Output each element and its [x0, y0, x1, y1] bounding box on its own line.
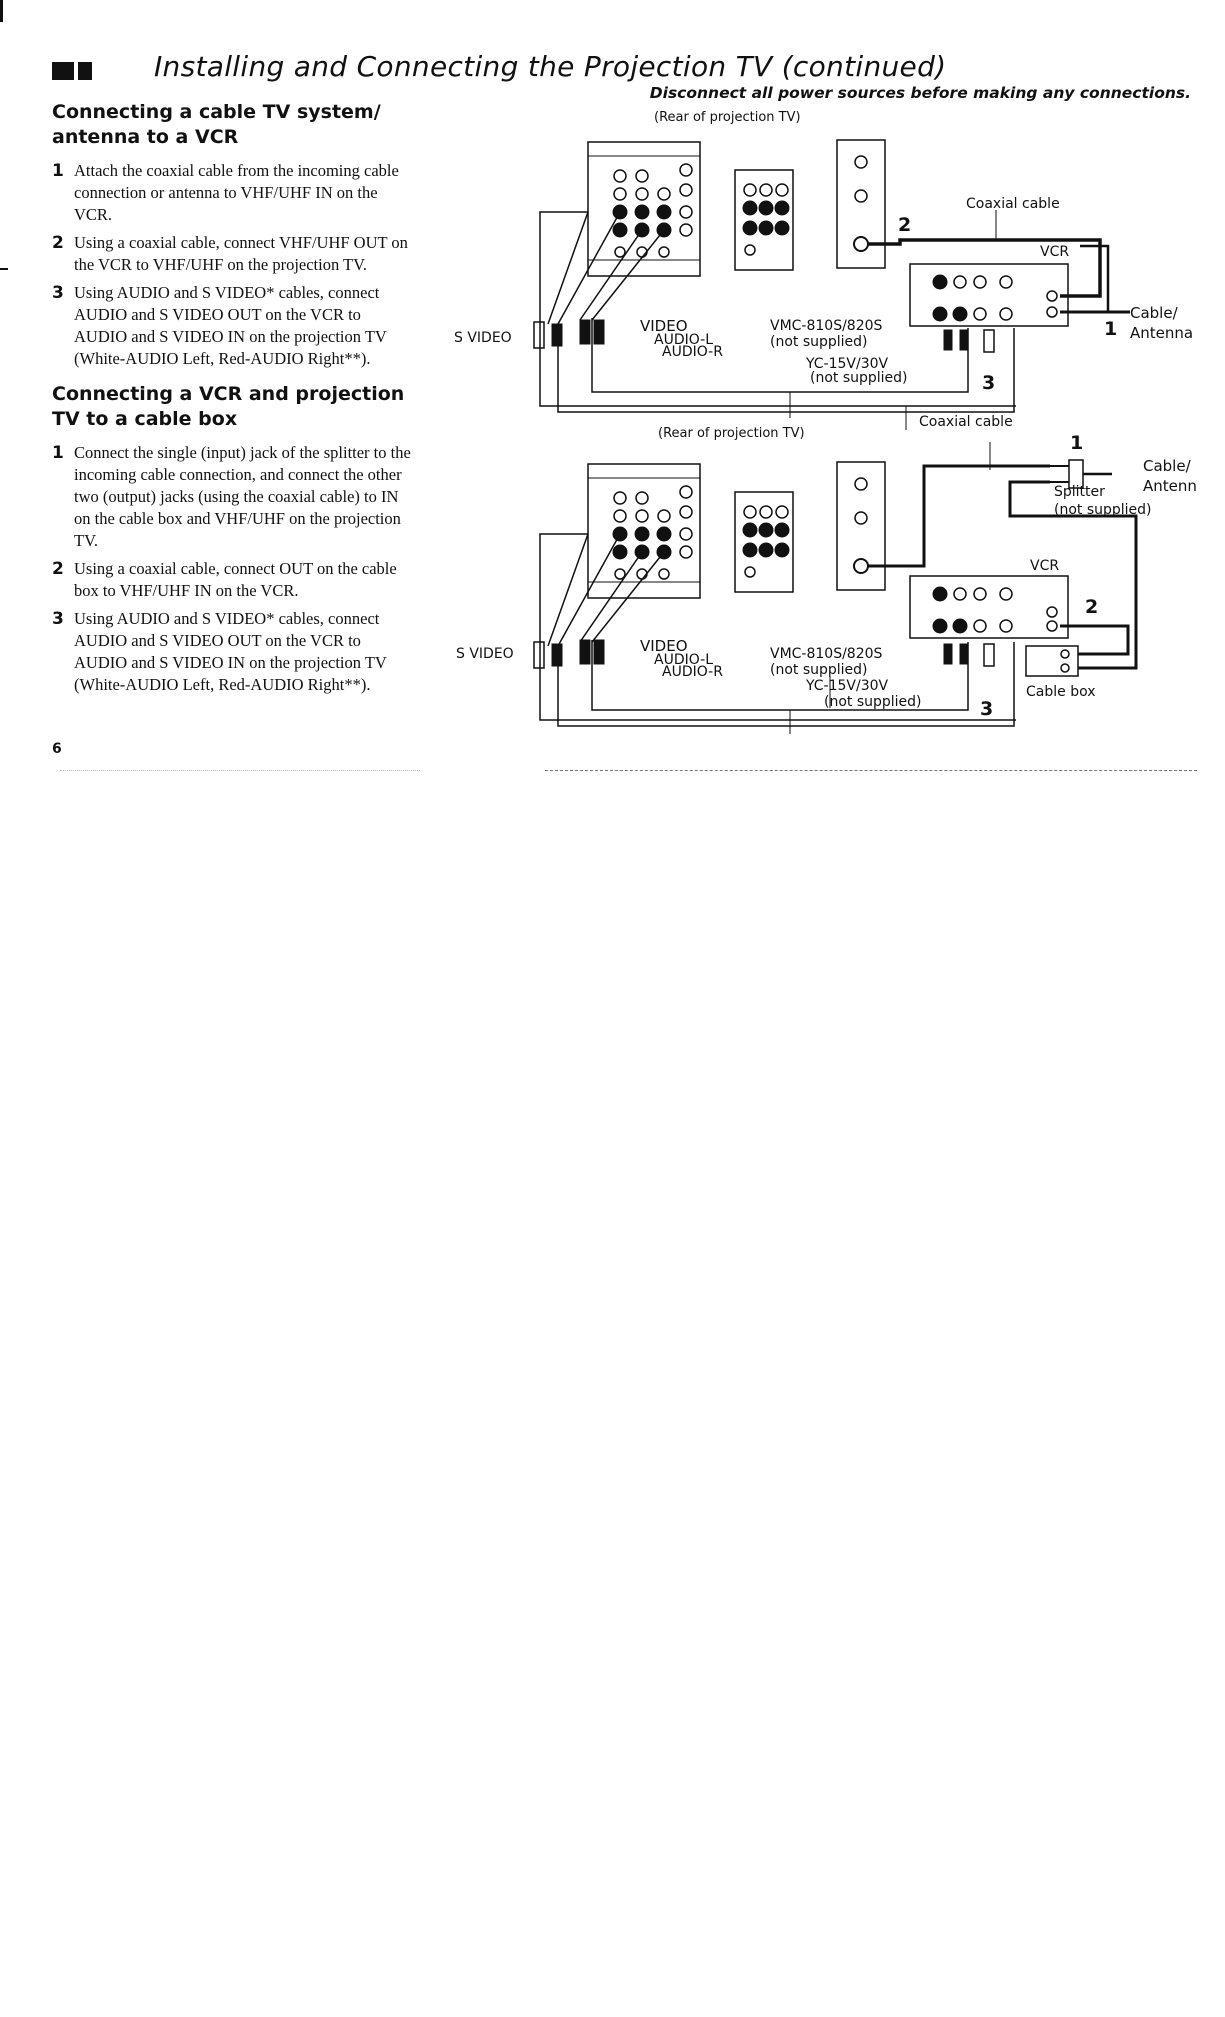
audio-r-label: AUDIO-R — [662, 344, 723, 360]
connection-diagrams — [440, 100, 1225, 780]
cable-box — [1026, 646, 1078, 676]
yc-cable-label: YC-15V/30V — [806, 678, 889, 694]
page-edge-mark-middle — [0, 268, 8, 270]
tv-antenna-panel — [837, 140, 885, 268]
yc-note: (not supplied) — [810, 370, 908, 386]
step-number: 3 — [52, 283, 64, 303]
step-item — [52, 442, 412, 552]
cable-label: Cable/ — [1130, 304, 1178, 322]
section-vcr-tv-cable-box — [52, 382, 412, 696]
audio-l-label: AUDIO-L — [654, 652, 713, 668]
step-3-marker: 3 — [982, 372, 996, 394]
yc-cable-label: YC-15V/30V — [806, 356, 889, 372]
s-video-label: S VIDEO — [456, 646, 514, 662]
section-heading — [52, 100, 412, 150]
vmc-cable-label: VMC-810S/820S — [770, 646, 883, 662]
section-marker-icon — [52, 62, 96, 84]
coaxial-cable-label: Coaxial cable — [966, 196, 1060, 212]
coaxial-cable-label: Coaxial cable — [919, 414, 1013, 430]
step-list — [52, 160, 412, 370]
vmc-note: (not supplied) — [770, 334, 868, 350]
step-text: Using AUDIO and S VIDEO* cables, connect AUDIO and S VIDEO OUT on the VCR to AUDIO and S VIDEO IN on the projection TV (White-AUDIO Left, Red-AUDIO Right**). — [74, 609, 387, 694]
antenna-label: Antenn — [1143, 477, 1197, 495]
step-item — [52, 558, 412, 602]
video-label: VIDEO — [640, 317, 688, 335]
vcr-label: VCR — [1030, 558, 1060, 574]
step-number: 3 — [52, 609, 64, 629]
step-text: Attach the coaxial cable from the incoming cable connection or antenna to VHF/UHF IN on the VCR. — [74, 161, 399, 224]
heading-line: Connecting a VCR and projection — [52, 383, 405, 405]
tv-vhf-uhf-jack — [854, 237, 868, 251]
step-number: 1 — [52, 161, 64, 181]
diagram1-drawing — [534, 140, 1130, 430]
step-text: Connect the single (input) jack of the splitter to the incoming cable connection, and connect the other two (output) jacks (using the coaxial cable) to IN on the cable box and VHF/UHF on the projection TV. — [74, 443, 411, 550]
vcr-label: VCR — [1040, 244, 1070, 260]
step-item — [52, 282, 412, 370]
step-number: 2 — [52, 559, 64, 579]
bottom-rule-left — [60, 770, 420, 771]
step-1-marker: 1 — [1070, 432, 1084, 454]
bottom-rule — [545, 770, 1197, 771]
cable-box-label: Cable box — [1026, 684, 1096, 700]
step-item — [52, 232, 412, 276]
step-number: 1 — [52, 443, 64, 463]
heading-line: antenna to a VCR — [52, 126, 239, 148]
page-number: 6 — [52, 741, 62, 757]
page-title: Installing and Connecting the Projection TV (continued) — [154, 50, 947, 83]
heading-line: Connecting a cable TV system/ — [52, 101, 381, 123]
rear-of-tv-label: (Rear of projection TV) — [654, 110, 801, 125]
step-text: Using AUDIO and S VIDEO* cables, connect AUDIO and S VIDEO OUT on the VCR to AUDIO and S VIDEO IN on the projection TV (White-AUDIO Left, Red-AUDIO Right**). — [74, 283, 387, 368]
antenna-label: Antenna — [1130, 324, 1194, 342]
vmc-cable-label: VMC-810S/820S — [770, 318, 883, 334]
yc-note: (not supplied) — [824, 694, 922, 710]
cable-label: Cable/ — [1143, 457, 1191, 475]
step-1-marker: 1 — [1104, 318, 1118, 340]
s-video-label: S VIDEO — [454, 330, 512, 346]
page-edge-mark-top — [0, 0, 3, 22]
cable-antenna-label — [1130, 303, 1193, 343]
heading-line: TV to a cable box — [52, 408, 238, 430]
splitter-label: Splitter — [1054, 484, 1105, 500]
coaxial-cable-box-to-vcr — [1060, 626, 1128, 654]
step-2-marker: 2 — [1085, 596, 1099, 618]
step-text: Using a coaxial cable, connect VHF/UHF OUT on the VCR to VHF/UHF on the projection TV. — [74, 233, 408, 274]
step-3-marker: 3 — [980, 698, 994, 720]
cable-antenna-label — [1143, 456, 1197, 496]
section-heading — [52, 382, 412, 432]
step-text: Using a coaxial cable, connect OUT on the cable box to VHF/UHF IN on the VCR. — [74, 559, 397, 600]
instructions-column — [52, 100, 412, 702]
rear-of-tv-label: (Rear of projection TV) — [658, 426, 805, 441]
audio-r-label: AUDIO-R — [662, 664, 723, 680]
splitter-note: (not supplied) — [1054, 502, 1152, 518]
tv-antenna-panel — [837, 462, 885, 590]
power-warning: Disconnect all power sources before making any connections. — [649, 84, 1191, 102]
step-2-marker: 2 — [898, 214, 912, 236]
audio-l-label: AUDIO-L — [654, 332, 713, 348]
step-number: 2 — [52, 233, 64, 253]
vmc-note: (not supplied) — [770, 662, 868, 678]
section-cable-to-vcr — [52, 100, 412, 370]
step-list — [52, 442, 412, 696]
video-label: VIDEO — [640, 637, 688, 655]
step-item — [52, 608, 412, 696]
step-item — [52, 160, 412, 226]
